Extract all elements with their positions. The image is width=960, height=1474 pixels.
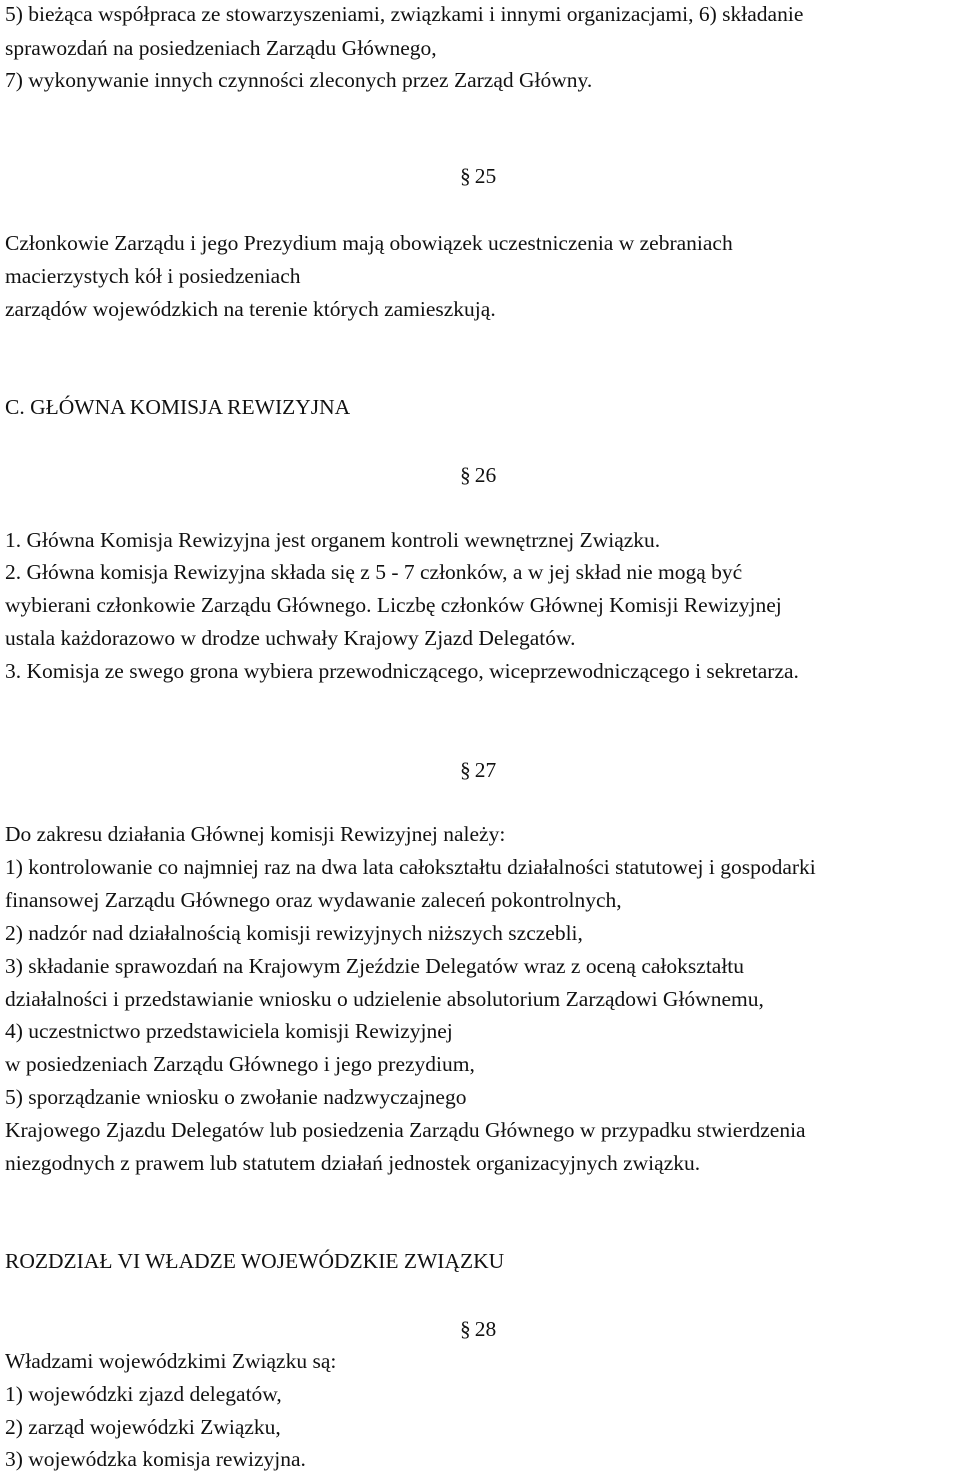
- text-line: Władzami wojewódzkimi Związku są:: [5, 1349, 337, 1373]
- text-line: 4) uczestnictwo przedstawiciela komisji Rewizyjnej: [5, 1019, 453, 1043]
- text-line: zarządów wojewódzkich na terenie których zamieszkują.: [5, 297, 496, 321]
- text-line: macierzystych kół i posiedzeniach: [5, 264, 301, 288]
- text-line: 1) wojewódzki zjazd delegatów,: [5, 1382, 282, 1406]
- paragraph-number: 25: [474, 164, 497, 188]
- text-line: 2. Główna komisja Rewizyjna składa się z 5 - 7 członków, a w jej skład nie mogą być: [5, 560, 743, 584]
- text-line: Krajowego Zjazdu Delegatów lub posiedzenia Zarządu Głównego w przypadku stwierdzenia: [5, 1118, 806, 1142]
- text-line: Do zakresu działania Głównej komisji Rewizyjnej należy:: [5, 822, 506, 846]
- text-line: 1. Główna Komisja Rewizyjna jest organem kontroli wewnętrznej Związku.: [5, 528, 661, 552]
- text-line: 5) sporządzanie wniosku o zwołanie nadzwyczajnego: [5, 1085, 467, 1109]
- text-line: niezgodnych z prawem lub statutem działań jednostek organizacyjnych związku.: [5, 1151, 701, 1175]
- text-line: wybierani członkowie Zarządu Głównego. Liczbę członków Głównej Komisji Rewizyjnej: [5, 593, 782, 617]
- text-line: 3) wojewódzka komisja rewizyjna.: [5, 1447, 306, 1471]
- text-line: 1) kontrolowanie co najmniej raz na dwa lata całokształtu działalności statutowej i gospodarki: [5, 855, 816, 879]
- text-line: 3) składanie sprawozdań na Krajowym Zjeździe Delegatów wraz z oceną całokształtu: [5, 954, 745, 978]
- paragraph-number: 26: [474, 463, 497, 487]
- text-line: sprawozdań na posiedzeniach Zarządu Głównego,: [5, 36, 437, 60]
- text-line: 7) wykonywanie innych czynności zleconych przez Zarząd Główny.: [5, 68, 593, 92]
- paragraph-number: 27: [474, 758, 497, 782]
- section-sign-icon: §: [460, 1317, 471, 1341]
- text-line: 3. Komisja ze swego grona wybiera przewodniczącego, wiceprzewodniczącego i sekretarza.: [5, 659, 799, 683]
- text-line: finansowej Zarządu Głównego oraz wydawanie zaleceń pokontrolnych,: [5, 888, 622, 912]
- text-line: w posiedzeniach Zarządu Głównego i jego prezydium,: [5, 1052, 475, 1076]
- text-line: 5) bieżąca współpraca ze stowarzyszeniami, związkami i innymi organizacjami, 6) składanie: [5, 2, 804, 26]
- paragraph-number: 28: [474, 1317, 497, 1341]
- text-line: Członkowie Zarządu i jego Prezydium mają obowiązek uczestniczenia w zebraniach: [5, 231, 733, 255]
- chapter-heading: ROZDZIAŁ VI WŁADZE WOJEWÓDZKIE ZWIĄZKU: [5, 1249, 505, 1273]
- section-sign-icon: §: [460, 758, 471, 782]
- paragraph-number-27: [460, 760, 496, 782]
- paragraph-number-25: [460, 166, 496, 188]
- text-line: 2) zarząd wojewódzki Związku,: [5, 1415, 281, 1439]
- section-sign-icon: §: [460, 463, 471, 487]
- section-sign-icon: §: [460, 164, 471, 188]
- text-line: działalności i przedstawianie wniosku o udzielenie absolutorium Zarządowi Głównemu,: [5, 987, 764, 1011]
- paragraph-number-28: [460, 1319, 496, 1341]
- section-heading: C. GŁÓWNA KOMISJA REWIZYJNA: [5, 395, 351, 419]
- paragraph-number-26: [460, 465, 496, 487]
- text-line: 2) nadzór nad działalnością komisji rewizyjnych niższych szczebli,: [5, 921, 583, 945]
- text-line: ustala każdorazowo w drodze uchwały Krajowy Zjazd Delegatów.: [5, 626, 576, 650]
